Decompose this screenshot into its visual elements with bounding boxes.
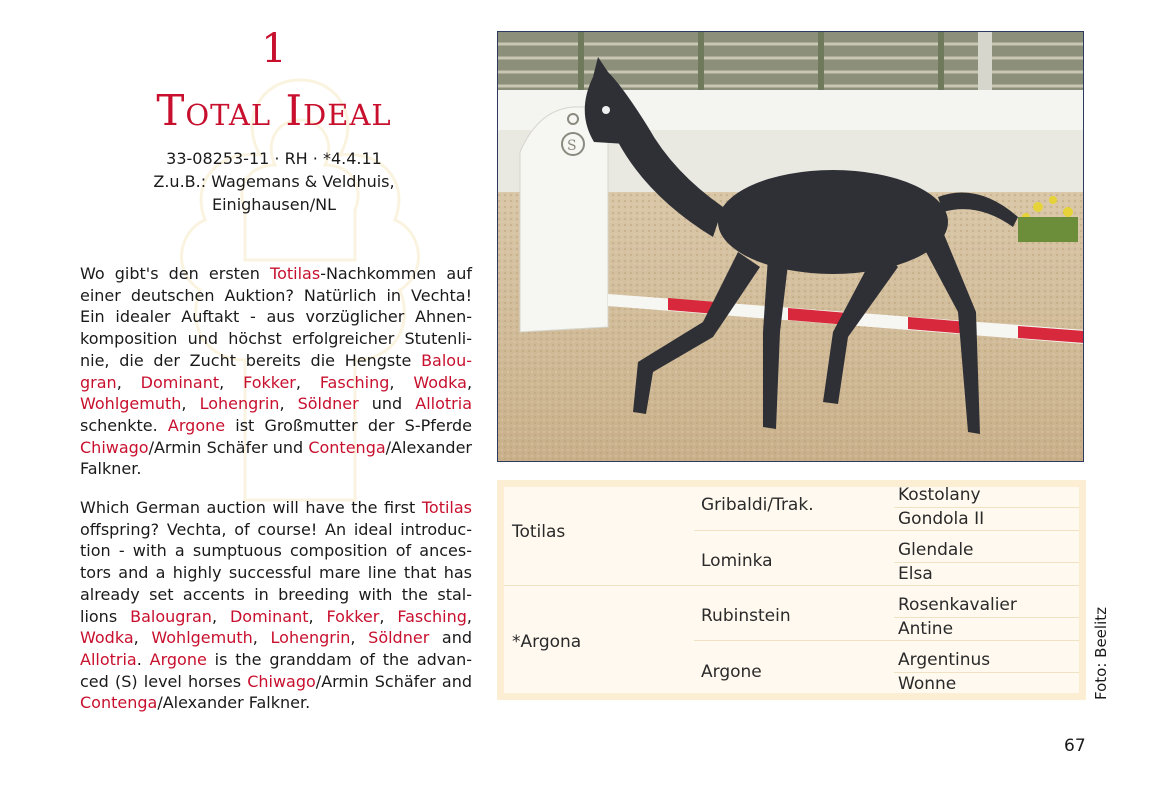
text-run: , (308, 606, 327, 626)
pedigree-sire-sire: Gribaldi/Trak. (701, 495, 814, 515)
text-run: ist Großmutter der S-Pferde (225, 415, 473, 435)
pedigree-great-grandparent: Rosenkavalier (898, 595, 1017, 615)
pedigree-great-grandparent: Wonne (898, 674, 957, 694)
horse-name-highlight: Fokker (243, 372, 296, 392)
horse-name-highlight: Chiwago (80, 437, 149, 457)
text-run: , (295, 372, 320, 392)
text-run: offspring? Vechta, of course! An ideal introduction - with a sumptuous composition of ancestors and a highly successful mare line that has already set accents in breeding with the stallions (80, 519, 472, 626)
horse-name-highlight: Wohlgemuth (151, 628, 253, 648)
horse-name-highlight: Dominant (140, 372, 220, 392)
text-run: , (389, 372, 414, 392)
text-run: /Alexander Falkner. (157, 693, 311, 713)
pedigree-great-grandparent: Kostolany (898, 485, 981, 505)
pedigree-dam: *Argona (512, 632, 582, 652)
horse-name: Total Ideal (156, 86, 392, 135)
pedigree-great-grandparent: Antine (898, 619, 954, 639)
horse-name-highlight: Söldner (368, 628, 430, 648)
pedigree-dam-dam: Argone (701, 662, 762, 682)
horse-name-highlight: Allotria (415, 394, 473, 414)
description-german (80, 263, 472, 480)
breeder-line: Z.u.B.: Wagemans & Veldhuis, (153, 172, 395, 191)
horse-name-highlight: Totilas (421, 498, 472, 517)
horse-name-highlight: Balougran (80, 350, 472, 392)
horse-name-highlight: Allotria (80, 649, 137, 669)
text-run: . (136, 649, 150, 669)
svg-text:S: S (567, 138, 577, 154)
pedigree-divider (694, 640, 1079, 641)
horse-name-highlight: Dominant (229, 606, 309, 626)
pedigree-great-grandparent: Glendale (898, 540, 974, 560)
text-run: /Armin Schäfer und (148, 437, 309, 457)
pedigree-divider (694, 530, 1079, 531)
text-run: and (429, 628, 473, 648)
text-run: , (466, 606, 473, 626)
horse-name-highlight: Contenga (308, 437, 386, 457)
horse-name-highlight: Fokker (326, 606, 380, 626)
text-run: , (116, 372, 141, 392)
text-run: , (350, 628, 369, 648)
breeder-location-line: Einighausen/NL (212, 195, 336, 214)
text-run: schenkte. (80, 415, 168, 435)
horse-name-highlight: Argone (149, 649, 207, 669)
pedigree-sire-dam: Lominka (701, 551, 773, 571)
text-run: Which German auction will have the first (80, 498, 422, 517)
text-run: , (219, 372, 244, 392)
horse-name-highlight: Fasching (397, 606, 467, 626)
horse-name-highlight: Fasching (319, 372, 390, 392)
pedigree-great-grandparent: Argentinus (898, 650, 991, 670)
text-run: -Nachkommen auf einer deutschen Auktion? Natürlich in Vechta! Ein idealer Auftakt - aus vorzüglicher Ahnenkomposition und höchst erfolgreicher Stutenlinie, die der Zucht bereits die Hengste (80, 264, 472, 370)
horse-name-highlight: Wodka (80, 628, 134, 648)
foal-photo (497, 31, 1084, 462)
horse-name-highlight: Contenga (80, 693, 158, 713)
text-run: , (252, 628, 271, 648)
pedigree-grid (504, 487, 1079, 693)
horse-name-highlight: Balougran (130, 606, 212, 626)
text-run: , (466, 372, 473, 392)
text-run: , (279, 394, 298, 414)
horse-name-highlight: Totilas (270, 264, 321, 283)
description-english (80, 497, 472, 714)
pedigree-sire: Totilas (512, 522, 566, 542)
photo-credit: Foto: Beelitz (1092, 607, 1110, 700)
page-number: 67 (1064, 736, 1086, 756)
text-run: /Armin Schäfer and (315, 671, 472, 691)
text-run: , (211, 606, 230, 626)
pedigree-dam-sire: Rubinstein (701, 606, 791, 626)
horse-meta (0, 147, 548, 216)
horse-name-highlight: Söldner (297, 394, 359, 414)
pedigree-table (497, 480, 1086, 700)
text-run: , (181, 394, 200, 414)
horse-name-highlight: Lohengrin (199, 394, 280, 414)
text-run: /Alexander Falkner. (80, 437, 472, 479)
lot-number: 1 (261, 26, 287, 72)
horse-name-highlight: Argone (167, 415, 226, 435)
text-run: und (358, 394, 416, 414)
pedigree-divider (504, 585, 1079, 586)
horse-name-highlight: Wodka (413, 372, 467, 392)
horse-name-highlight: Lohengrin (270, 628, 351, 648)
horse-name-highlight: Chiwago (247, 671, 316, 691)
horse-name-highlight: Wohlgemuth (80, 394, 182, 414)
registration-line: 33-08253-11 · RH · *4.4.11 (166, 149, 382, 168)
text-run: is the granddam of the advanced (S) level horses (80, 649, 472, 691)
text-run: , (133, 628, 152, 648)
foal-image (498, 32, 1084, 462)
pedigree-great-grandparent: Gondola II (898, 509, 985, 529)
text-run: Wo gibt's den ersten (80, 264, 271, 283)
pedigree-great-grandparent: Elsa (898, 564, 933, 584)
text-run: , (379, 606, 398, 626)
